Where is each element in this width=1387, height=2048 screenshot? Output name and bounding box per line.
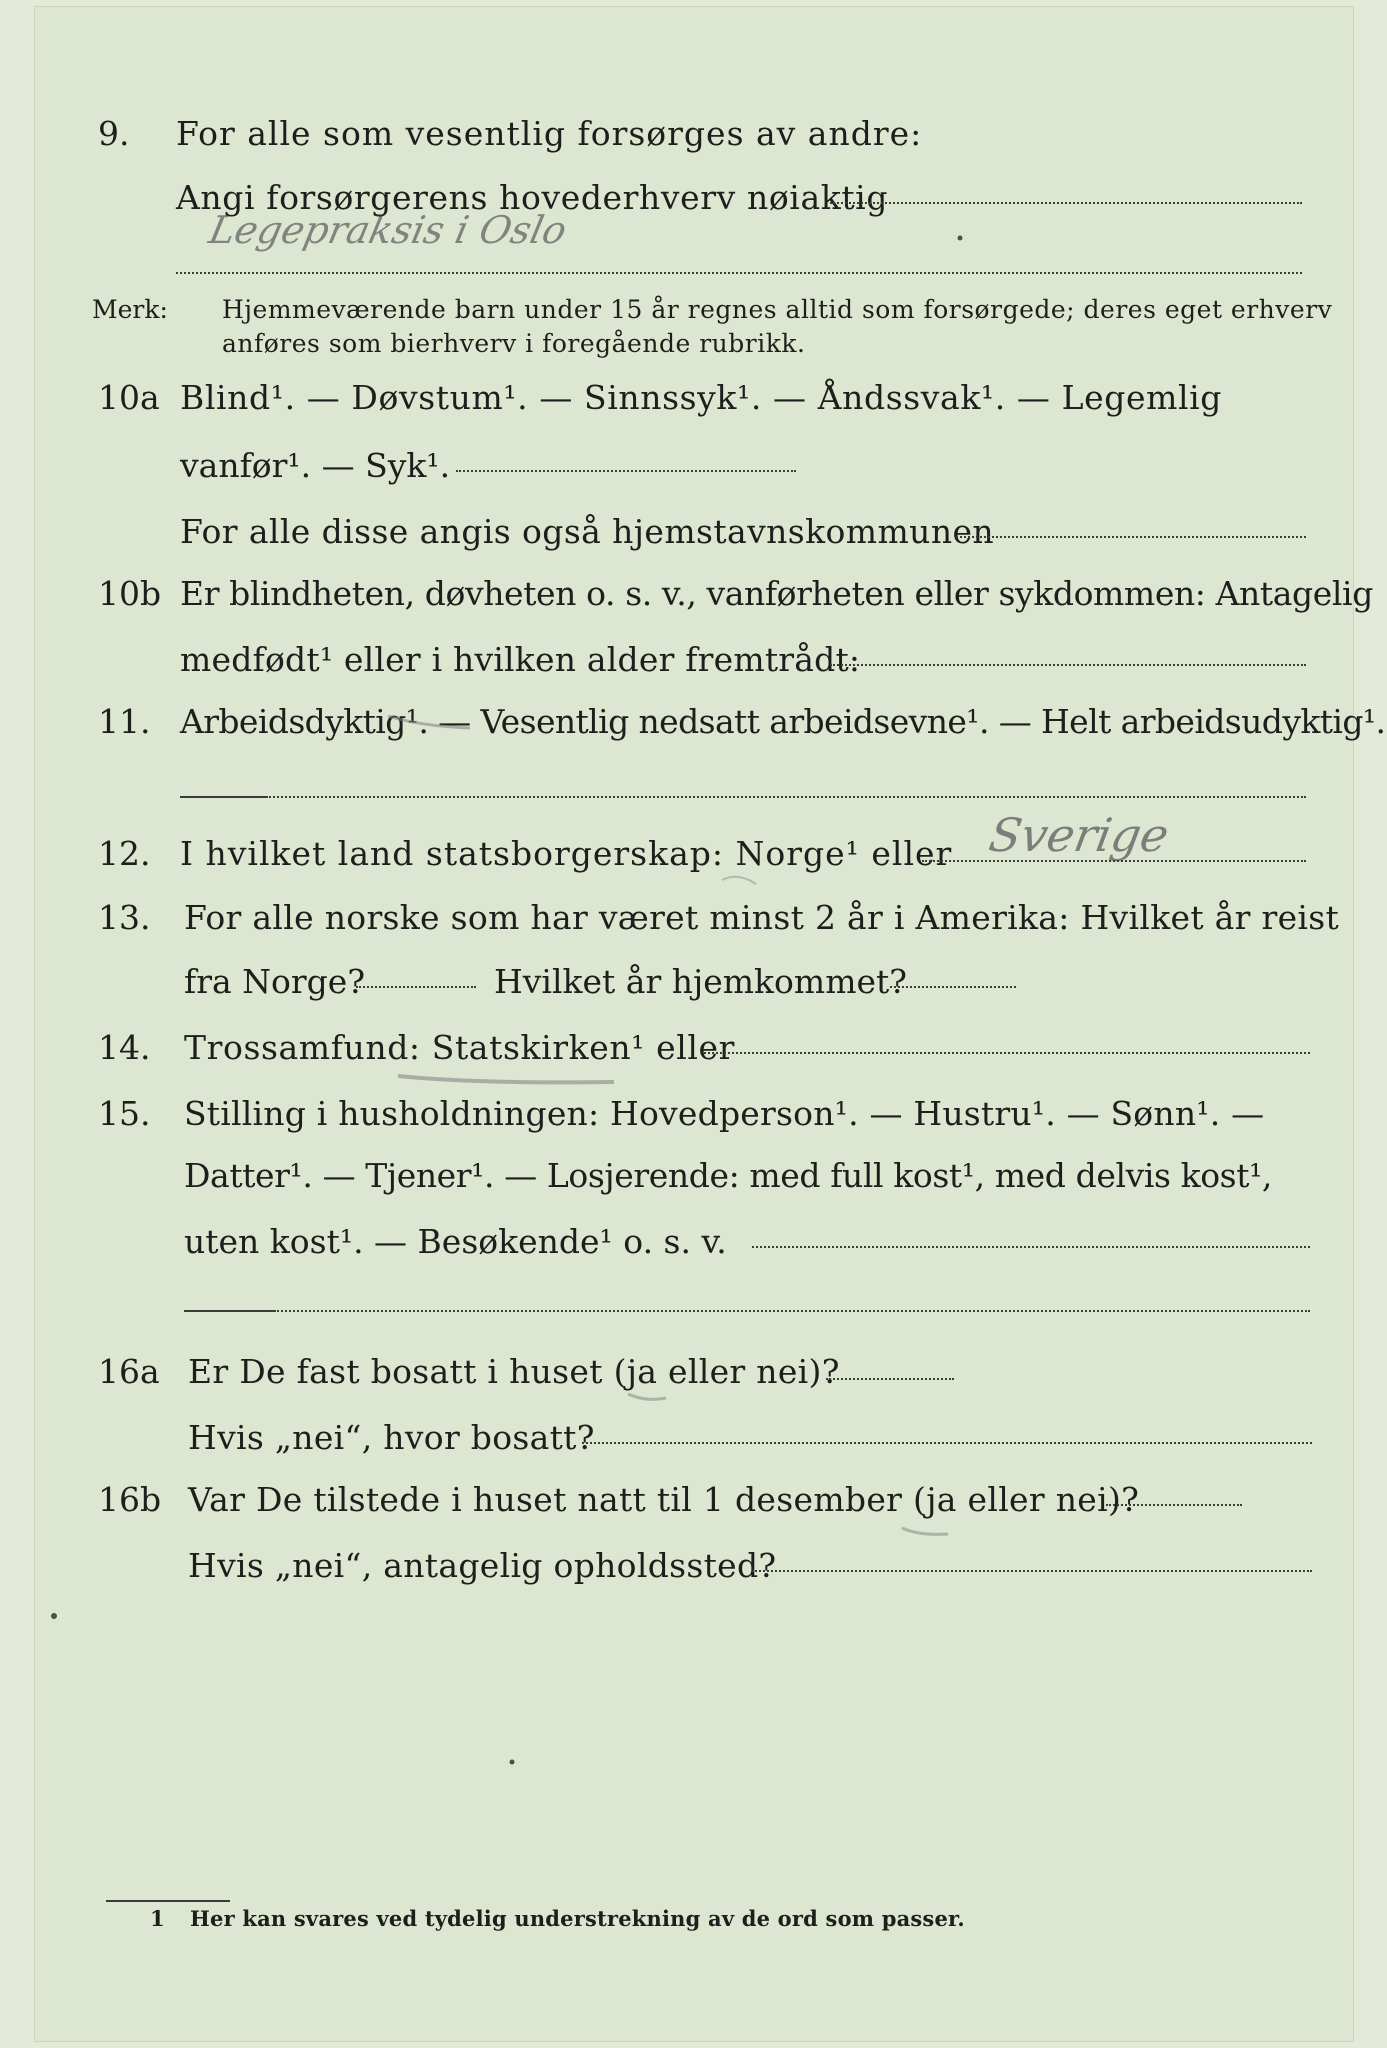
q10b-number: 10b [98, 574, 162, 613]
q11-line1: Arbeidsdyktig¹. — Vesentlig nedsatt arbeidsevne¹. — Helt arbeidsudyktig¹. [180, 702, 1386, 741]
q9-line1: For alle som vesentlig forsørges av andre: [176, 114, 923, 153]
q14-line1: Trossamfund: Statskirken¹ eller [184, 1028, 736, 1067]
q12-line1: I hvilket land statsborgerskap: Norge¹ eller [180, 834, 953, 873]
q15-number: 15. [98, 1094, 151, 1133]
pencil-mark-norge [722, 877, 756, 884]
ink-dot [958, 236, 963, 241]
q16a-line2: Hvis „nei“, hvor bosatt? [188, 1418, 595, 1457]
underline-arbeidsdyktig [388, 716, 470, 728]
pencil-mark-ja-16b [902, 1528, 948, 1534]
q15-line2: Datter¹. — Tjener¹. — Losjerende: med full kost¹, med delvis kost¹, [184, 1156, 1272, 1195]
footnote-text: Her kan svares ved tydelig understrekning av de ord som passer. [190, 1906, 965, 1931]
q10b-line1: Er blindheten, døvheten o. s. v., vanførheten eller sykdommen: Antagelig [180, 574, 1373, 613]
q15-line1: Stilling i husholdningen: Hovedperson¹. — Hustru¹. — Sønn¹. — [184, 1094, 1265, 1133]
q16b-number: 16b [98, 1480, 162, 1519]
q12-handwritten-answer: Sverige [985, 808, 1173, 862]
q16a-line1: Er De fast bosatt i huset (ja eller nei)? [188, 1352, 840, 1391]
q10a-line1: Blind¹. — Døvstum¹. — Sinnssyk¹. — Åndssvak¹. — Legemlig [180, 378, 1223, 417]
q10a-line2: vanfør¹. — Syk¹. [180, 446, 451, 485]
footnote-mark: 1 [150, 1906, 165, 1931]
q10a-line3: For alle disse angis også hjemstavnskommunen [180, 512, 995, 551]
q11-number: 11. [98, 702, 151, 741]
q9-line2: Angi forsørgerens hovederhverv nøiaktig [176, 178, 889, 217]
merk-label: Merk: [92, 295, 168, 324]
q12-number: 12. [98, 834, 151, 873]
q9-number: 9. [98, 114, 130, 153]
q13-line2b: Hvilket år hjemkommet? [494, 962, 907, 1001]
q14-number: 14. [98, 1028, 151, 1067]
q15-line3: uten kost¹. — Besøkende¹ o. s. v. [184, 1222, 727, 1261]
pencil-mark-ja-16a [628, 1394, 666, 1399]
q10b-line2: medfødt¹ eller i hvilken alder fremtrådt: [180, 640, 861, 679]
merk-line1: Hjemmeværende barn under 15 år regnes alltid som forsørgede; deres eget erhverv [222, 295, 1333, 324]
q13-number: 13. [98, 898, 151, 937]
q16a-number: 16a [98, 1352, 160, 1391]
q16b-line1: Var De tilstede i huset natt til 1 desember (ja eller nei)? [188, 1480, 1140, 1519]
ink-dot [510, 1760, 515, 1765]
q13-line1: For alle norske som har været minst 2 år i Amerika: Hvilket år reist [184, 898, 1340, 937]
q10a-number: 10a [98, 378, 160, 417]
underline-statskirken [398, 1076, 614, 1082]
ink-dot [51, 1613, 57, 1619]
q13-line2a: fra Norge? [184, 962, 366, 1001]
q9-handwritten-answer: Legepraksis i Oslo [205, 208, 571, 252]
q16b-line2: Hvis „nei“, antagelig opholdssted? [188, 1546, 777, 1585]
merk-line2: anføres som bierhverv i foregående rubrikk. [222, 329, 806, 358]
